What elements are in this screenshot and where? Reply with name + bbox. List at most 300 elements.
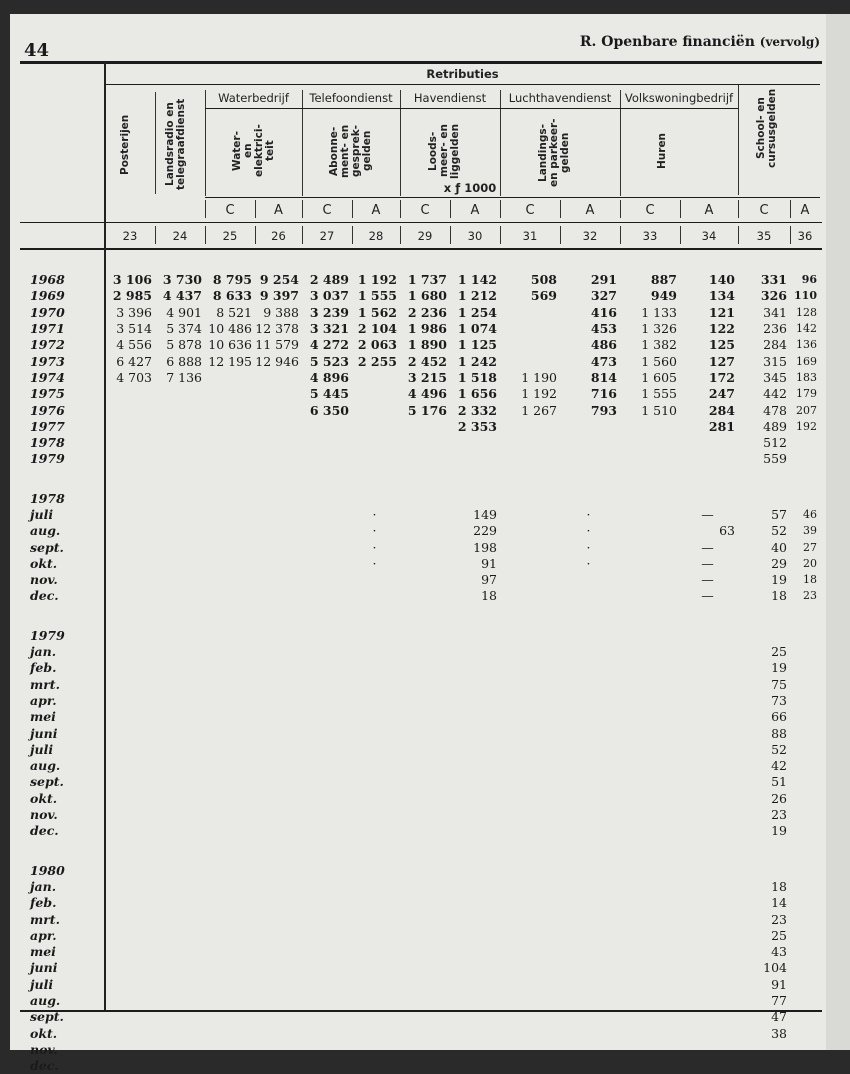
ca-c: C — [420, 203, 430, 218]
cell-col-28 — [352, 370, 400, 386]
cell-col-25 — [205, 879, 255, 895]
table-row — [20, 305, 820, 321]
cell-col-28 — [352, 895, 400, 911]
cell-col-26 — [255, 523, 302, 539]
cell-col-27 — [302, 1009, 352, 1025]
ca-a: A — [704, 203, 714, 218]
column-number: 27 — [319, 229, 335, 243]
header-bottom-rule — [20, 248, 822, 250]
cell-col-25 — [205, 419, 255, 435]
cell-col-26 — [255, 435, 302, 451]
cell-col-35: 47 — [771, 1009, 787, 1025]
cell-col-27: 3 239 — [309, 304, 349, 320]
cell-col-25 — [205, 402, 255, 418]
cell-col-32 — [560, 774, 620, 790]
cell-col-31 — [500, 539, 560, 555]
cell-col-28 — [352, 863, 400, 879]
cell-col-30: 198 — [473, 539, 497, 555]
cell-col-31 — [500, 807, 560, 823]
cell-col-24 — [155, 807, 205, 823]
cell-col-33 — [620, 539, 680, 555]
cell-col-31 — [500, 742, 560, 758]
cell-col-31 — [500, 960, 560, 976]
group-header-volkswoningbedrijf: Volkswoningbedrijf — [624, 91, 734, 105]
cell-col-32: · — [586, 555, 591, 571]
cell-col-25 — [205, 928, 255, 944]
cell-col-24 — [155, 644, 205, 660]
cell-col-35: 315 — [763, 353, 787, 369]
row-label: juni — [30, 725, 58, 741]
table-row — [20, 507, 820, 523]
cell-col-28 — [352, 993, 400, 1009]
cell-col-31 — [500, 572, 560, 588]
column-number: 23 — [122, 229, 138, 243]
cell-col-31 — [500, 911, 560, 927]
cell-col-33 — [620, 1058, 680, 1074]
cell-col-28 — [352, 677, 400, 693]
cell-col-33: 949 — [650, 288, 677, 304]
cell-col-24 — [155, 402, 205, 418]
cell-col-36 — [790, 993, 820, 1009]
cell-col-23 — [105, 644, 155, 660]
row-label: okt. — [30, 790, 58, 806]
table-row — [20, 791, 820, 807]
cell-col-34 — [680, 823, 738, 839]
cell-col-26 — [255, 539, 302, 555]
cell-col-33 — [620, 677, 680, 693]
column-number: 32 — [582, 229, 598, 243]
cell-col-25 — [205, 660, 255, 676]
cell-col-29 — [400, 911, 450, 927]
cell-col-29 — [400, 644, 450, 660]
spacer-row — [20, 468, 820, 491]
cell-col-24 — [155, 539, 205, 555]
cell-col-29 — [400, 993, 450, 1009]
cell-col-25 — [205, 491, 255, 507]
cell-col-24 — [155, 491, 205, 507]
cell-col-29 — [400, 960, 450, 976]
column-number: 31 — [522, 229, 538, 243]
row-label: 1971 — [30, 321, 65, 337]
table-row — [20, 644, 820, 660]
cell-col-26: 9 388 — [263, 304, 299, 320]
cell-col-30 — [450, 774, 500, 790]
cell-col-29 — [400, 677, 450, 693]
cell-col-29 — [400, 709, 450, 725]
column-number: 28 — [368, 229, 384, 243]
cell-col-36: 192 — [796, 419, 817, 433]
table-row — [20, 337, 820, 353]
cell-col-26 — [255, 1042, 302, 1058]
cell-col-29 — [400, 823, 450, 839]
cell-col-27 — [302, 993, 352, 1009]
cell-col-30: 1 242 — [457, 353, 497, 369]
cell-col-35: 51 — [771, 774, 787, 790]
cell-col-27: 6 350 — [309, 402, 349, 418]
cell-col-34: — — [701, 588, 714, 604]
divider — [400, 200, 401, 218]
cell-col-35 — [738, 863, 790, 879]
column-header-posterijen: Posterijen — [119, 114, 131, 176]
cell-col-34 — [680, 1025, 738, 1041]
cell-col-29: 1 680 — [407, 288, 447, 304]
cell-col-36 — [790, 960, 820, 976]
cell-col-27: 4 896 — [309, 369, 349, 385]
cell-col-27 — [302, 774, 352, 790]
cell-col-25 — [205, 944, 255, 960]
cell-col-23 — [105, 677, 155, 693]
cell-col-26 — [255, 977, 302, 993]
cell-col-35: 38 — [771, 1025, 787, 1041]
row-label: 1977 — [30, 418, 65, 434]
cell-col-25 — [205, 742, 255, 758]
cell-col-36 — [790, 977, 820, 993]
cell-col-29 — [400, 419, 450, 435]
cell-col-26 — [255, 911, 302, 927]
cell-col-33 — [620, 977, 680, 993]
cell-col-35 — [738, 1058, 790, 1074]
cell-col-29 — [400, 435, 450, 451]
cell-col-32 — [560, 1042, 620, 1058]
group-rule — [500, 108, 620, 109]
cell-col-24 — [155, 725, 205, 741]
cell-col-36: 110 — [794, 289, 817, 303]
cell-col-36 — [790, 644, 820, 660]
cell-col-30: 1 142 — [457, 272, 497, 288]
group-header-luchthavendienst: Luchthavendienst — [508, 91, 612, 105]
cell-col-23 — [105, 791, 155, 807]
cell-col-30: 1 518 — [457, 369, 497, 385]
cell-col-29: 4 496 — [407, 386, 447, 402]
cell-col-34 — [680, 435, 738, 451]
cell-col-26 — [255, 628, 302, 644]
subheader-luchthavendienst: Landings- en parkeer- gelden — [537, 118, 571, 188]
cell-col-27 — [302, 725, 352, 741]
cell-col-30: 1 656 — [457, 386, 497, 402]
cell-col-31 — [500, 823, 560, 839]
cell-col-24 — [155, 628, 205, 644]
cell-col-26 — [255, 419, 302, 435]
cell-col-28 — [352, 588, 400, 604]
cell-col-27 — [302, 435, 352, 451]
cell-col-33 — [620, 523, 680, 539]
cell-col-36: 96 — [801, 273, 817, 287]
cell-col-32 — [560, 435, 620, 451]
cell-col-23 — [105, 944, 155, 960]
cell-col-24 — [155, 791, 205, 807]
cell-col-33 — [620, 628, 680, 644]
cell-col-34 — [680, 944, 738, 960]
cell-col-33: 1 555 — [641, 386, 677, 402]
cell-col-31: 1 190 — [521, 369, 557, 385]
cell-col-31 — [500, 879, 560, 895]
cell-col-35 — [738, 628, 790, 644]
cell-col-33 — [620, 693, 680, 709]
cell-col-25 — [205, 911, 255, 927]
divider — [255, 226, 256, 244]
cell-col-29 — [400, 491, 450, 507]
cell-col-24 — [155, 863, 205, 879]
cell-col-33 — [620, 435, 680, 451]
subheader-waterbedrijf: Water- en elektrici- teit — [230, 124, 276, 178]
cell-col-29 — [400, 863, 450, 879]
cell-col-23: 4 556 — [116, 337, 152, 353]
row-label: 1980 — [30, 862, 65, 878]
cell-col-26: 12 946 — [255, 353, 299, 369]
cell-col-25 — [205, 823, 255, 839]
divider — [450, 200, 451, 218]
table-row — [20, 1025, 820, 1041]
cell-col-29 — [400, 742, 450, 758]
cell-col-35: 489 — [763, 418, 787, 434]
cell-col-30 — [450, 628, 500, 644]
row-label: dec. — [30, 588, 59, 604]
cell-col-33 — [620, 863, 680, 879]
cell-col-36 — [790, 758, 820, 774]
cell-col-23 — [105, 693, 155, 709]
cell-col-27 — [302, 895, 352, 911]
cell-col-28: · — [372, 539, 377, 555]
cell-col-30: 2 332 — [457, 402, 497, 418]
cell-col-34 — [680, 1042, 738, 1058]
cell-col-32 — [560, 1009, 620, 1025]
row-label: jan. — [30, 644, 57, 660]
cell-col-25: 8 521 — [216, 304, 252, 320]
ca-a: A — [371, 203, 381, 218]
cell-col-32 — [560, 928, 620, 944]
cell-col-28 — [352, 419, 400, 435]
cell-col-34: 281 — [708, 418, 735, 434]
cell-col-36 — [790, 435, 820, 451]
cell-col-34: 127 — [708, 353, 735, 369]
cell-col-36 — [790, 774, 820, 790]
cell-col-27 — [302, 1042, 352, 1058]
cell-col-29 — [400, 588, 450, 604]
cell-col-27 — [302, 807, 352, 823]
cell-col-29 — [400, 523, 450, 539]
cell-col-31 — [500, 758, 560, 774]
cell-col-26 — [255, 774, 302, 790]
cell-col-35: 559 — [763, 451, 787, 467]
table-row — [20, 709, 820, 725]
cell-col-27 — [302, 742, 352, 758]
group-rule — [620, 108, 738, 109]
divider — [790, 226, 791, 244]
cell-col-30 — [450, 895, 500, 911]
cell-col-30 — [450, 1025, 500, 1041]
cell-col-28 — [352, 1042, 400, 1058]
cell-col-25 — [205, 1009, 255, 1025]
cell-col-29 — [400, 774, 450, 790]
cell-col-33 — [620, 993, 680, 1009]
cell-col-35: 42 — [771, 758, 787, 774]
cell-col-29 — [400, 758, 450, 774]
cell-col-23 — [105, 435, 155, 451]
cell-col-29: 1 890 — [407, 337, 447, 353]
row-label: 1972 — [30, 337, 65, 353]
table-row — [20, 628, 820, 644]
cell-col-29: 1 986 — [407, 321, 447, 337]
cell-col-28 — [352, 451, 400, 467]
cell-col-27 — [302, 1058, 352, 1074]
cell-col-27 — [302, 419, 352, 435]
cell-col-26 — [255, 993, 302, 1009]
cell-col-25: 10 486 — [208, 321, 252, 337]
cell-col-32 — [560, 977, 620, 993]
cell-col-24 — [155, 758, 205, 774]
cell-col-25 — [205, 588, 255, 604]
table-row — [20, 677, 820, 693]
table-row — [20, 1042, 820, 1058]
cell-col-35: 326 — [760, 288, 787, 304]
cell-col-26 — [255, 895, 302, 911]
cell-col-35: 43 — [771, 944, 787, 960]
row-label: juli — [30, 976, 54, 992]
cell-col-24 — [155, 572, 205, 588]
cell-col-29 — [400, 1009, 450, 1025]
table-row — [20, 758, 820, 774]
cell-col-33 — [620, 774, 680, 790]
cell-col-23 — [105, 879, 155, 895]
cell-col-35: 18 — [771, 588, 787, 604]
cell-col-36 — [790, 823, 820, 839]
cell-col-36: 207 — [796, 403, 817, 417]
row-label: 1978 — [30, 435, 65, 451]
cell-col-26 — [255, 451, 302, 467]
cell-col-30 — [450, 451, 500, 467]
divider — [302, 90, 303, 196]
page-number: 44 — [24, 40, 50, 61]
divider — [205, 200, 206, 218]
table-row — [20, 895, 820, 911]
cell-col-26 — [255, 370, 302, 386]
cell-col-28 — [352, 944, 400, 960]
divider — [352, 200, 353, 218]
column-header-landsradio: Landsradio en telegraafdienst — [164, 98, 187, 190]
cell-col-35: 88 — [771, 725, 787, 741]
cell-col-34 — [680, 879, 738, 895]
cell-col-31 — [500, 693, 560, 709]
cell-col-25 — [205, 435, 255, 451]
cell-col-33: 1 560 — [641, 353, 677, 369]
cell-col-36 — [790, 491, 820, 507]
cell-col-33 — [620, 911, 680, 927]
cell-col-24 — [155, 1042, 205, 1058]
cell-col-36 — [790, 879, 820, 895]
running-head-suffix: (vervolg) — [759, 35, 820, 49]
column-header-schoolgelden: School- en cursusgelden — [755, 88, 778, 168]
cell-col-34 — [680, 960, 738, 976]
cell-col-32 — [560, 1058, 620, 1074]
divider — [738, 226, 739, 244]
cell-col-32: 291 — [590, 272, 617, 288]
row-label: okt. — [30, 555, 58, 571]
cell-col-31 — [500, 321, 560, 337]
cell-col-28 — [352, 1025, 400, 1041]
row-label: dec. — [30, 823, 59, 839]
cell-col-26 — [255, 572, 302, 588]
cell-col-35: 91 — [771, 976, 787, 992]
cell-col-25 — [205, 556, 255, 572]
cell-col-26 — [255, 742, 302, 758]
cell-col-35: 73 — [771, 692, 787, 708]
cell-col-25 — [205, 863, 255, 879]
cell-col-31 — [500, 305, 560, 321]
cell-col-30 — [450, 491, 500, 507]
cell-col-30 — [450, 435, 500, 451]
cell-col-29 — [400, 977, 450, 993]
cell-col-25 — [205, 628, 255, 644]
cell-col-25 — [205, 1042, 255, 1058]
ca-c: C — [645, 203, 655, 218]
cell-col-31 — [500, 588, 560, 604]
cell-col-24 — [155, 879, 205, 895]
cell-col-30: 91 — [481, 555, 497, 571]
cell-col-30 — [450, 758, 500, 774]
cell-col-27 — [302, 660, 352, 676]
cell-col-36 — [790, 944, 820, 960]
cell-col-31 — [500, 1058, 560, 1074]
ca-a: A — [585, 203, 595, 218]
facing-page-edge — [826, 14, 850, 1050]
cell-col-25 — [205, 709, 255, 725]
row-label: mrt. — [30, 911, 60, 927]
cell-col-30 — [450, 977, 500, 993]
cell-col-23 — [105, 1042, 155, 1058]
cell-col-31 — [500, 774, 560, 790]
cell-col-25: 8 795 — [212, 272, 252, 288]
cell-col-36 — [790, 451, 820, 467]
cell-col-31 — [500, 709, 560, 725]
cell-col-24 — [155, 419, 205, 435]
cell-col-36 — [790, 628, 820, 644]
cell-col-23 — [105, 1058, 155, 1074]
table-row — [20, 272, 820, 288]
cell-col-24: 7 136 — [166, 369, 202, 385]
cell-col-34 — [680, 644, 738, 660]
cell-col-35: 26 — [771, 790, 787, 806]
cell-col-28: · — [372, 523, 377, 539]
cell-col-32 — [560, 911, 620, 927]
unit-label: x ƒ 1000 — [443, 181, 497, 195]
cell-col-32 — [560, 572, 620, 588]
cell-col-24 — [155, 660, 205, 676]
cell-col-30: 2 353 — [457, 418, 497, 434]
cell-col-35: 40 — [771, 539, 787, 555]
cell-col-34 — [680, 491, 738, 507]
table-row — [20, 660, 820, 676]
row-label: feb. — [30, 660, 57, 676]
cell-col-26 — [255, 491, 302, 507]
cell-col-34: 284 — [708, 402, 735, 418]
cell-col-32 — [560, 628, 620, 644]
group-header-havendienst: Havendienst — [413, 91, 487, 105]
cell-col-28: 2 063 — [357, 337, 397, 353]
cell-col-28 — [352, 823, 400, 839]
cell-col-36: 183 — [796, 370, 817, 384]
cell-col-36: 39 — [803, 524, 817, 538]
cell-col-23 — [105, 742, 155, 758]
cell-col-32: · — [586, 523, 591, 539]
cell-col-24 — [155, 911, 205, 927]
cell-col-34 — [680, 863, 738, 879]
cell-col-23 — [105, 960, 155, 976]
cell-col-28 — [352, 386, 400, 402]
cell-col-33 — [620, 1009, 680, 1025]
divider — [155, 92, 156, 194]
table-row — [20, 742, 820, 758]
cell-col-28 — [352, 791, 400, 807]
